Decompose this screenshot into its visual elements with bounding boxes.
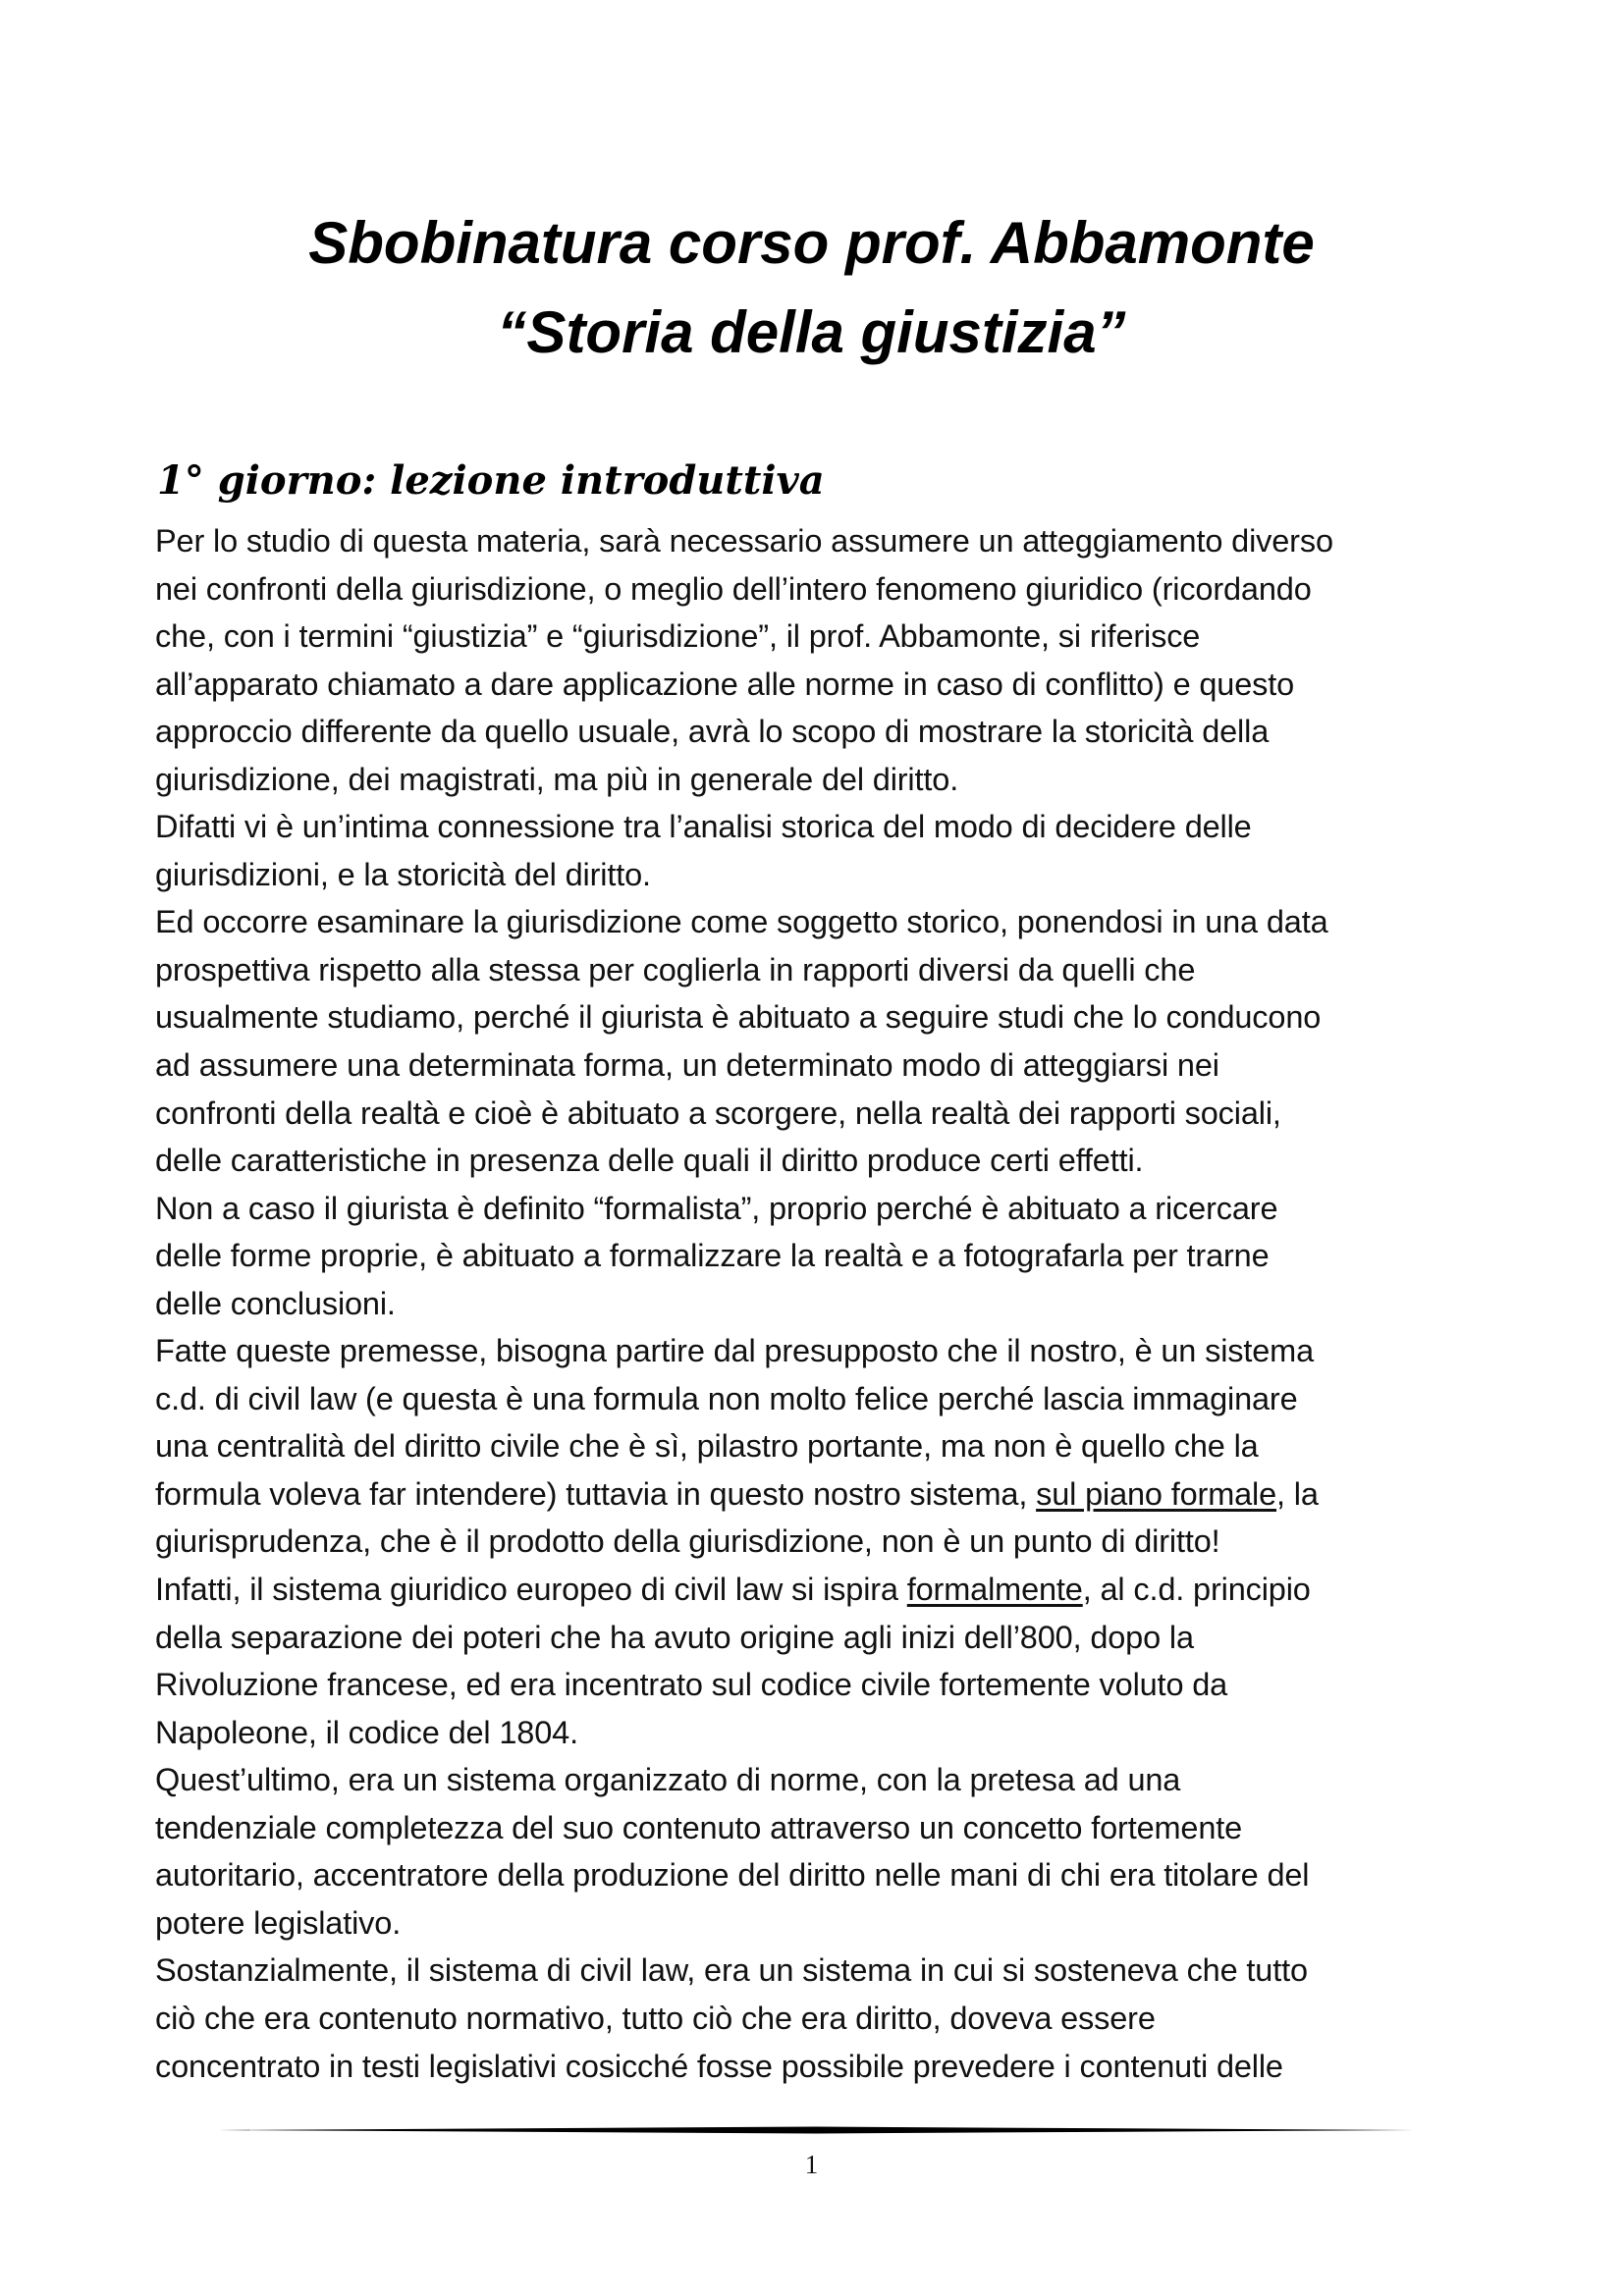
text-line: Ed occorre esaminare la giurisdizione come soggetto storico, ponendosi in una data [155,904,1328,940]
text-line: che, con i termini “giustizia” e “giurisdizione”, il prof. Abbamonte, si riferisce [155,618,1201,655]
underlined-word: formalmente [906,1572,1083,1608]
text-line: Quest’ultimo, era un sistema organizzato di norme, con la pretesa ad una [155,1762,1181,1798]
text-line: Rivoluzione francese, ed era incentrato sul codice civile fortemente voluto da [155,1667,1228,1703]
text-line: ad assumere una determinata forma, un determinato modo di atteggiarsi nei [155,1047,1219,1084]
text-line [155,1566,1490,1614]
text-line: Difatti vi è un’intima connessione tra l’analisi storica del modo di decidere delle [155,809,1252,845]
text-line: tendenziale completezza del suo contenuto attraverso un concetto fortemente [155,1809,1243,1845]
text-line: concentrato in testi legislativi cosicché fosse possibile prevedere i contenuti delle [155,2048,1283,2084]
text-fragment: , la [1276,1475,1319,1512]
text-fragment: formula voleva far intendere) tuttavia in questo nostro sistema, [155,1475,1037,1512]
text-line: giurisdizione, dei magistrati, ma più in generale del diritto. [155,761,959,797]
text-line: Per lo studio di questa materia, sarà necessario assumere un atteggiamento diverso [155,523,1333,559]
text-line: approccio differente da quello usuale, avrà lo scopo di mostrare la storicità della [155,714,1270,750]
footer-divider [218,2125,1414,2135]
document-title: Sbobinatura corso prof. Abbamonte [308,210,1315,276]
text-line [155,1470,1490,1519]
underlined-phrase: sul piano formale [1036,1475,1277,1512]
text-line: giurisprudenza, che è il prodotto della giurisdizione, non è un punto di diritto! [155,1523,1220,1560]
section-heading: 1° giorno: lezione introduttiva [157,457,825,504]
text-line: all’apparato chiamato a dare applicazione alle norme in caso di conflitto) e questo [155,666,1295,702]
text-line: nei confronti della giurisdizione, o meglio dell’intero fenomeno giuridico (ricordando [155,570,1312,607]
text-line: Napoleone, il codice del 1804. [155,1714,578,1750]
text-fragment: Infatti, il sistema giuridico europeo di civil law si ispira [155,1572,907,1608]
page-number: 1 [804,2150,819,2179]
text-line: delle forme proprie, è abituato a formalizzare la realtà e a fotografarla per trarne [155,1238,1270,1274]
text-line: delle caratteristiche in presenza delle quali il diritto produce certi effetti. [155,1143,1144,1179]
text-line: della separazione dei poteri che ha avuto origine agli inizi dell’800, dopo la [155,1619,1194,1655]
text-line: autoritario, accentratore della produzione del diritto nelle mani di chi era titolare del [155,1857,1310,1894]
text-line: delle conclusioni. [155,1285,396,1321]
text-line: usualmente studiamo, perché il giurista è abituato a seguire studi che lo conducono [155,999,1322,1036]
body-text [155,517,1490,2090]
text-line: confronti della realtà e cioè è abituato a scorgere, nella realtà dei rapporti sociali, [155,1095,1281,1131]
text-line: potere legislativo. [155,1904,402,1941]
text-line: c.d. di civil law (e questa è una formula non molto felice perché lascia immaginare [155,1380,1298,1416]
text-line: Non a caso il giurista è definito “formalista”, proprio perché è abituato a ricercare [155,1190,1278,1226]
text-line: Sostanzialmente, il sistema di civil law, era un sistema in cui si sosteneva che tutto [155,1952,1308,1989]
text-line: Fatte queste premesse, bisogna partire dal presupposto che il nostro, è un sistema [155,1333,1315,1369]
text-line: prospettiva rispetto alla stessa per coglierla in rapporti diversi da quelli che [155,951,1196,988]
text-line: giurisdizioni, e la storicità del diritto. [155,856,651,892]
document-subtitle: “Storia della giustizia” [497,299,1126,365]
text-line: ciò che era contenuto normativo, tutto ciò che era diritto, doveva essere [155,2000,1156,2036]
text-fragment: , al c.d. principio [1082,1572,1311,1608]
text-line: una centralità del diritto civile che è sì, pilastro portante, ma non è quello che la [155,1428,1259,1465]
